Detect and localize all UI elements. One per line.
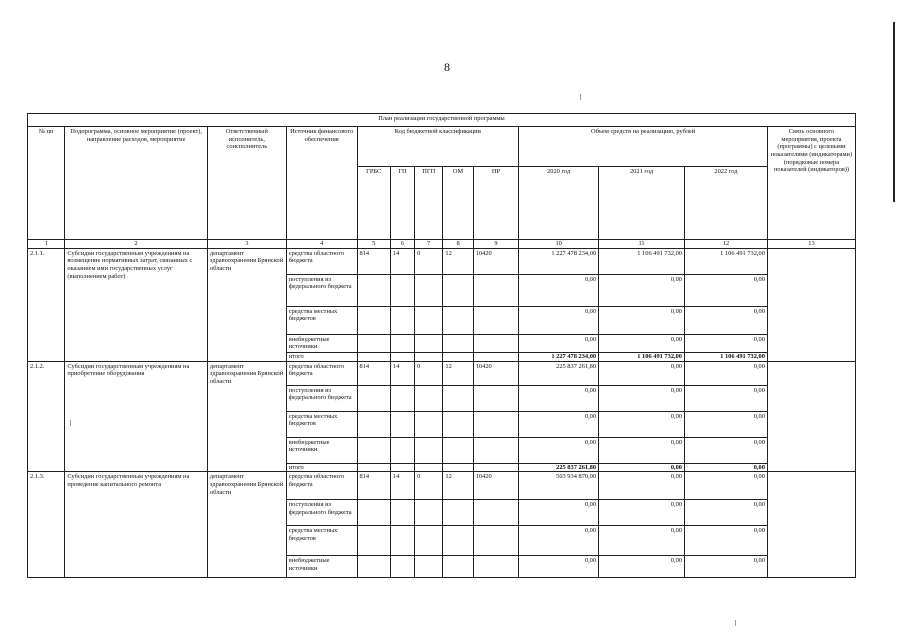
- amount-2020: 1 227 478 234,00: [519, 248, 599, 274]
- nr: 10420: [473, 361, 518, 385]
- amount-2022: 0,00: [685, 334, 768, 352]
- amount-2020: 225 837 261,80: [519, 361, 599, 385]
- amount-2022: 0,00: [685, 361, 768, 385]
- measure-name: Субсидии государственным учреждениям на проведение капитального ремонта: [65, 472, 208, 578]
- om: 12: [443, 361, 473, 385]
- amount-2020: 0,00: [519, 306, 599, 334]
- amount-2020: 0,00: [519, 411, 599, 437]
- amount-2021: 0,00: [599, 306, 685, 334]
- grbs: 814: [357, 248, 390, 274]
- amount-2020: 0,00: [519, 274, 599, 306]
- amount-2020: 0,00: [519, 556, 599, 578]
- amount-2022: 0,00: [685, 472, 768, 500]
- column-number: 4: [286, 240, 357, 249]
- source: средства местных бюджетов: [286, 526, 357, 556]
- measure-name: Субсидии государственным учреждениям на приобретение оборудования: [65, 361, 208, 472]
- amount-2021: 0,00: [599, 500, 685, 526]
- row-number: 2.1.1.: [28, 248, 65, 361]
- header-no: № пп: [28, 127, 65, 240]
- column-number: 3: [207, 240, 286, 249]
- header-budget-code: Код бюджетной классификации: [357, 127, 519, 167]
- responsible: департамент здравоохранения Брянской области: [207, 248, 286, 361]
- amount-2022: 0,00: [685, 411, 768, 437]
- source: средства местных бюджетов: [286, 411, 357, 437]
- header-source: Источник финансового обеспечения: [286, 127, 357, 240]
- grbs: 814: [357, 361, 390, 385]
- amount-2020: 0,00: [519, 385, 599, 411]
- header-volume: Объем средств на реализацию, рублей: [519, 127, 768, 167]
- indicator-link: [767, 248, 855, 361]
- om: 12: [443, 472, 473, 500]
- total-2021: 0,00: [599, 463, 685, 472]
- column-number: 7: [415, 240, 443, 249]
- row-number: 2.1.3.: [28, 472, 65, 578]
- gp: 14: [390, 248, 414, 274]
- header-nr: НР: [473, 167, 518, 240]
- total-label: итого: [286, 353, 357, 362]
- responsible: департамент здравоохранения Брянской области: [207, 361, 286, 472]
- header-link: Связь основного мероприятия, проекта (программы) с целевыми показателями (индикаторами) (порядковые номера показателей (индикаторов)): [767, 127, 855, 240]
- column-number: 2: [65, 240, 208, 249]
- amount-2022: 1 106 491 732,00: [685, 248, 768, 274]
- indicator-link: [767, 472, 855, 578]
- total-2022: 1 106 491 732,00: [685, 353, 768, 362]
- column-number: 11: [599, 240, 685, 249]
- header-2020: 2020 год: [519, 167, 599, 240]
- amount-2020: 503 934 870,00: [519, 472, 599, 500]
- header-grbs: ГРБС: [357, 167, 390, 240]
- header-gp: ГП: [390, 167, 414, 240]
- column-number: 12: [685, 240, 768, 249]
- amount-2022: 0,00: [685, 526, 768, 556]
- header-om: ОМ: [443, 167, 473, 240]
- header-pgp: ПГП: [415, 167, 443, 240]
- source: средства областного бюджета: [286, 361, 357, 385]
- amount-2021: 0,00: [599, 334, 685, 352]
- amount-2022: 0,00: [685, 437, 768, 463]
- header-subprogram: Подпрограмма, основное мероприятие (проект), направление расходов, мероприятие: [65, 127, 208, 240]
- scan-artifact: [580, 94, 581, 100]
- om: 12: [443, 248, 473, 274]
- total-2020: 1 227 478 234,00: [519, 353, 599, 362]
- source: поступления из федерального бюджета: [286, 500, 357, 526]
- column-number: 9: [473, 240, 518, 249]
- source: средства местных бюджетов: [286, 306, 357, 334]
- amount-2020: 0,00: [519, 437, 599, 463]
- gp: 14: [390, 472, 414, 500]
- total-2022: 0,00: [685, 463, 768, 472]
- total-2020: 225 837 261,80: [519, 463, 599, 472]
- header-2021: 2021 год: [599, 167, 685, 240]
- amount-2021: 1 106 491 732,00: [599, 248, 685, 274]
- table-row: [28, 472, 856, 500]
- column-number: 10: [519, 240, 599, 249]
- amount-2022: 0,00: [685, 306, 768, 334]
- measure-name: Субсидии государственным учреждениям на возмещение нормативных затрат, связанных с оказанием ими государственных услуг (выполнением работ): [65, 248, 208, 361]
- header-responsible: Ответственный исполнитель, соисполнитель: [207, 127, 286, 240]
- source: внебюджетные источники: [286, 556, 357, 578]
- amount-2021: 0,00: [599, 274, 685, 306]
- column-number: 6: [390, 240, 414, 249]
- gp: 14: [390, 361, 414, 385]
- amount-2021: 0,00: [599, 556, 685, 578]
- row-number: 2.1.2.: [28, 361, 65, 472]
- amount-2022: 0,00: [685, 556, 768, 578]
- header-2022: 2022 год: [685, 167, 768, 240]
- amount-2021: 0,00: [599, 526, 685, 556]
- column-number: 5: [357, 240, 390, 249]
- amount-2021: 0,00: [599, 437, 685, 463]
- pgp: 0: [415, 248, 443, 274]
- source: средства областного бюджета: [286, 248, 357, 274]
- amount-2021: 0,00: [599, 411, 685, 437]
- amount-2021: 0,00: [599, 472, 685, 500]
- indicator-link: [767, 361, 855, 472]
- nr: 10420: [473, 248, 518, 274]
- nr: 10420: [473, 472, 518, 500]
- table-title: План реализации государственной программы: [28, 114, 856, 127]
- amount-2020: 0,00: [519, 334, 599, 352]
- source: поступления из федерального бюджета: [286, 385, 357, 411]
- responsible: департамент здравоохранения Брянской области: [207, 472, 286, 578]
- table-row: [28, 361, 856, 385]
- column-number: 8: [443, 240, 473, 249]
- amount-2021: 0,00: [599, 385, 685, 411]
- amount-2022: 0,00: [685, 385, 768, 411]
- page-number: 8: [444, 60, 450, 74]
- pgp: 0: [415, 472, 443, 500]
- amount-2022: 0,00: [685, 500, 768, 526]
- amount-2022: 0,00: [685, 274, 768, 306]
- scan-artifact: [735, 620, 736, 626]
- amount-2020: 0,00: [519, 500, 599, 526]
- pgp: 0: [415, 361, 443, 385]
- program-plan-table: [27, 113, 856, 578]
- total-label: итого: [286, 463, 357, 472]
- amount-2020: 0,00: [519, 526, 599, 556]
- column-number: 13: [767, 240, 855, 249]
- total-2021: 1 106 491 732,00: [599, 353, 685, 362]
- source: внебюджетные источники: [286, 437, 357, 463]
- grbs: 814: [357, 472, 390, 500]
- table-row: [28, 248, 856, 274]
- column-number: 1: [28, 240, 65, 249]
- amount-2021: 0,00: [599, 361, 685, 385]
- scan-margin-line: [893, 22, 895, 202]
- source: внебюджетные источники: [286, 334, 357, 352]
- source: поступления из федерального бюджета: [286, 274, 357, 306]
- source: средства областного бюджета: [286, 472, 357, 500]
